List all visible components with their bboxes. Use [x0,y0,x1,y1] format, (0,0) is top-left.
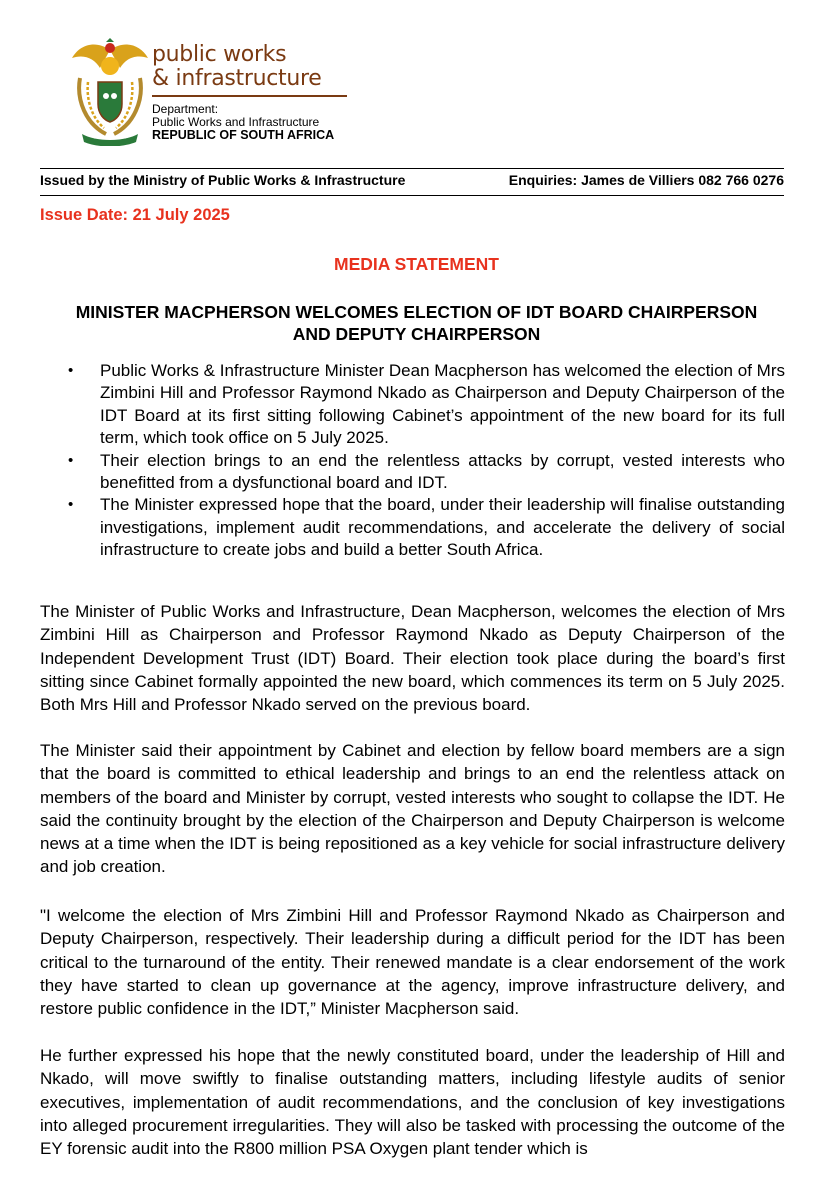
issue-date: Issue Date: 21 July 2025 [40,206,230,224]
country-name: REPUBLIC OF SOUTH AFRICA [152,128,335,142]
body-paragraph-1: The Minister of Public Works and Infrastructure, Dean Macpherson, welcomes the election of Mrs Zimbini Hill as Chairperson and Professor Raymond Nkado as Deputy Chairperson of the Independent Development Trust (IDT) Board. Their election took place during the board’s first sitting since Cabinet formally appointed the new board, which commences its term on 5 July 2025. Both Mrs Hill and Professor Nkado served on the previous board. [40,602,785,715]
letterhead [40,28,350,146]
enquiries-text: Enquiries: James de Villiers 082 766 0276 [508,172,784,188]
headline: MINISTER MACPHERSON WELCOMES ELECTION OF IDT BOARD CHAIRPERSON AND DEPUTY CHAIRPERSON [75,302,758,344]
bullet-icon: • [68,362,74,379]
brand-name-line-1: public works [152,42,287,67]
list-item [40,450,785,495]
brand-name-line-2: & infrastructure [152,66,322,91]
letterhead-divider [152,95,347,97]
department-name: Public Works and Infrastructure [152,115,320,129]
section-label: MEDIA STATEMENT [334,254,499,274]
body-paragraph-2: The Minister said their appointment by Cabinet and election by fellow board members are a sign that the board is committed to ethical leadership and brings to an end the relentless attack on members of the board and Minister by corrupt, vested interests who sought to collapse the IDT. He said the continuity brought by the election of the Chairperson and Deputy Chairperson is welcome news at a time when the IDT is being repositioned as a key vehicle for social infrastructure delivery and job creation. [40,741,785,877]
body-paragraph-4: He further expressed his hope that the newly constituted board, under the leadership of Hill and Nkado, will move swiftly to finalise outstanding matters, including lifestyle audits of senior executives, implementation of audit recommendations, and the conclusion of key investigations into alleged procurement irregularities. They will also be tasked with processing the outcome of the EY forensic audit into the R800 million PSA Oxygen plant tender which is [40,1046,785,1159]
bullet-text: Public Works & Infrastructure Minister Dean Macpherson has welcomed the election of Mrs Zimbini Hill and Professor Raymond Nkado as Chairperson and Deputy Chairperson of the IDT Board at its first sitting following Cabinet’s appointment of the new board for its full term, which took office on 5 July 2025. [100,361,785,448]
list-item [40,360,785,450]
bullet-icon: • [68,496,74,514]
issue-bar [40,168,784,196]
coat-of-arms-icon [66,38,154,146]
bullet-text: The Minister expressed hope that the board, under their leadership will finalise outstanding investigations, implement audit recommendations, and accelerate the delivery of social infrastructure to create jobs and build a better South Africa. [100,495,785,560]
bullet-icon: • [68,451,74,469]
issued-by-text: Issued by the Ministry of Public Works & Infrastructure [40,172,406,188]
bullet-text: Their election brings to an end the relentless attacks by corrupt, vested interests who benefitted from a dysfunctional board and IDT. [100,450,785,493]
list-item [40,494,785,561]
department-label: Department: [152,102,219,116]
summary-bullets [40,360,785,562]
body-paragraph-3: "I welcome the election of Mrs Zimbini Hill and Professor Raymond Nkado as Chairperson and Deputy Chairperson, respectively. Their leadership during a difficult period for the IDT has been critical to the turnaround of the entity. Their renewed mandate is a clear endorsement of the work they have started to clean up governance at the agency, improve infrastructure delivery, and restore public confidence in the IDT,” Minister Macpherson said. [40,906,785,1019]
